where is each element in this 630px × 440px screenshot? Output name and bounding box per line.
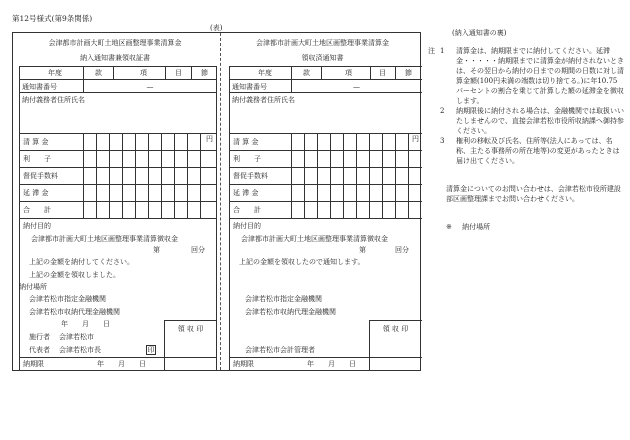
- notice-receipt-panel: [13, 33, 217, 370]
- right-installment-suffix: 回分: [395, 246, 409, 254]
- right-purpose-label: 納付目的: [233, 222, 261, 230]
- left-date-line: 年 月 日: [61, 320, 110, 328]
- right-treasurer: 会津若松市会計管理者: [245, 346, 315, 354]
- right-place-2: 会津若松市収納代理金融機関: [245, 308, 336, 316]
- left-moku: 目: [175, 69, 182, 77]
- form-frame: [12, 32, 421, 371]
- right-row-total: 合 計: [233, 206, 261, 214]
- note-3-number: 3: [440, 137, 445, 145]
- right-installment-prefix: 第: [359, 246, 366, 254]
- left-deadline-date: 年 月 日: [97, 360, 146, 368]
- right-kan: 款: [303, 69, 310, 77]
- place-title: 納付場所: [462, 223, 491, 231]
- left-seal-mark: 印: [147, 346, 155, 354]
- left-purpose-text: 会津都市計画大町土地区画整理事業清算徴収金: [31, 235, 178, 243]
- left-row-fee: 督促手数料: [23, 172, 58, 180]
- note-1-number: 1: [440, 47, 445, 55]
- note-3-text: 権利の移転及び氏名、住所等(法人にあっては、名称、主たる事務所の所在地等)の変更があったときは届け出てください。: [456, 137, 620, 165]
- left-payer-label: 納付義務者住所氏名: [22, 96, 85, 104]
- right-payer-label: 納付義務者住所氏名: [232, 96, 295, 104]
- right-year-label: 年度: [258, 69, 272, 77]
- right-purpose-text: 会津都市計画大町土地区画整理事業清算徴収金: [241, 235, 388, 243]
- left-doc-title: 納入通知書兼領収証書: [80, 54, 150, 62]
- note-3: [440, 136, 624, 166]
- notes-lead: 注: [428, 47, 435, 55]
- right-setsu: 節: [405, 69, 412, 77]
- left-setsu: 節: [201, 69, 208, 77]
- left-receipt-stamp: 領 収 印: [177, 325, 204, 333]
- right-deadline-label: 納期限: [233, 360, 254, 368]
- inquiry-text: 清算金についてのお問い合わせは、会津若松市役所建設部区画整理課までお問い合わせください。: [446, 185, 621, 203]
- left-line-notice: 上記の金額を納付してください。: [29, 258, 134, 266]
- left-kou: 項: [140, 69, 147, 77]
- left-deadline-label: 納期限: [23, 360, 44, 368]
- note-1: [440, 46, 624, 106]
- right-doc-title: 領収済通知書: [301, 54, 344, 62]
- notes-section: [428, 46, 624, 232]
- left-line-receipt: 上記の金額を領収しました。: [29, 271, 120, 279]
- right-line-notice: 上記の金額を領収したので通知します。: [239, 258, 365, 266]
- left-executor-label: 施行者: [29, 333, 50, 341]
- perforation-line: [220, 33, 221, 370]
- left-rep-value: 会津若松市長: [59, 346, 101, 354]
- form-number: 第12号様式(第9条関係): [12, 14, 93, 23]
- left-year-label: 年度: [48, 69, 62, 77]
- right-receipt-stamp: 領 収 印: [382, 325, 409, 333]
- left-row-interest: 利 子: [23, 155, 51, 163]
- left-row-delay: 延 滞 金: [23, 189, 49, 197]
- right-notice-no-label: 通知書番号: [232, 83, 267, 91]
- right-row-seisan: 清 算 金: [233, 138, 259, 146]
- right-org: 会津都市計画大町土地区画整理事業清算金: [256, 39, 389, 47]
- receipt-notice-panel: [223, 33, 422, 370]
- left-kan: 款: [95, 69, 102, 77]
- left-place-label: 納付場所: [19, 283, 47, 291]
- left-notice-no-value: —: [146, 83, 154, 91]
- left-rep-label: 代表者: [29, 346, 50, 354]
- left-row-total: 合 計: [23, 206, 51, 214]
- right-place-1: 会津若松市指定金融機関: [245, 295, 322, 303]
- right-moku: 目: [379, 69, 386, 77]
- note-2-number: 2: [440, 107, 445, 115]
- right-row-delay: 延 滞 金: [233, 189, 259, 197]
- right-notice-no-value: —: [353, 83, 360, 91]
- left-org: 会津都市計画大町土地区画整理事業清算金: [48, 39, 182, 47]
- left-row-seisan: 清 算 金: [23, 138, 49, 146]
- left-place-1: 会津若松市指定金融機関: [29, 295, 106, 303]
- back-label: (納入通知書の裏): [452, 29, 507, 37]
- left-installment-prefix: 第: [153, 246, 160, 254]
- left-installment-suffix: 回分: [191, 246, 205, 254]
- right-row-interest: 利 子: [233, 155, 261, 163]
- left-executor-value: 会津若松市: [59, 333, 94, 341]
- left-yen-unit: 円: [206, 135, 213, 143]
- right-row-fee: 督促手数料: [233, 172, 268, 180]
- right-yen-unit: 円: [412, 135, 419, 143]
- notes-list: [428, 46, 624, 166]
- right-deadline-date: 年 月 日: [307, 360, 356, 368]
- front-label: (表): [210, 24, 223, 32]
- right-kou: 項: [345, 69, 352, 77]
- note-1-text: 清算金は、納期限までに納付してください。延滞金・・・・・納期限までに清算金が納付されないときは、その翌日から納付の日までの期間の日数に対し清算金額(100円未満の端数は切り捨てる。)に年10.75パーセントの割合を乗じて計算した額の延滞金を徴収します。: [456, 47, 624, 105]
- left-notice-no-label: 通知書番号: [22, 83, 57, 91]
- left-place-2: 会津若松市収納代理金融機関: [29, 308, 120, 316]
- payment-place-heading: [428, 222, 624, 232]
- left-purpose-label: 納付目的: [23, 222, 51, 230]
- note-2: [440, 106, 624, 136]
- note-2-text: 納期限後に納付される場合は、金融機関では取扱いいたしませんので、直接会津若松市役所収納課へ御持参ください。: [456, 107, 624, 135]
- place-mark: ※: [446, 223, 452, 231]
